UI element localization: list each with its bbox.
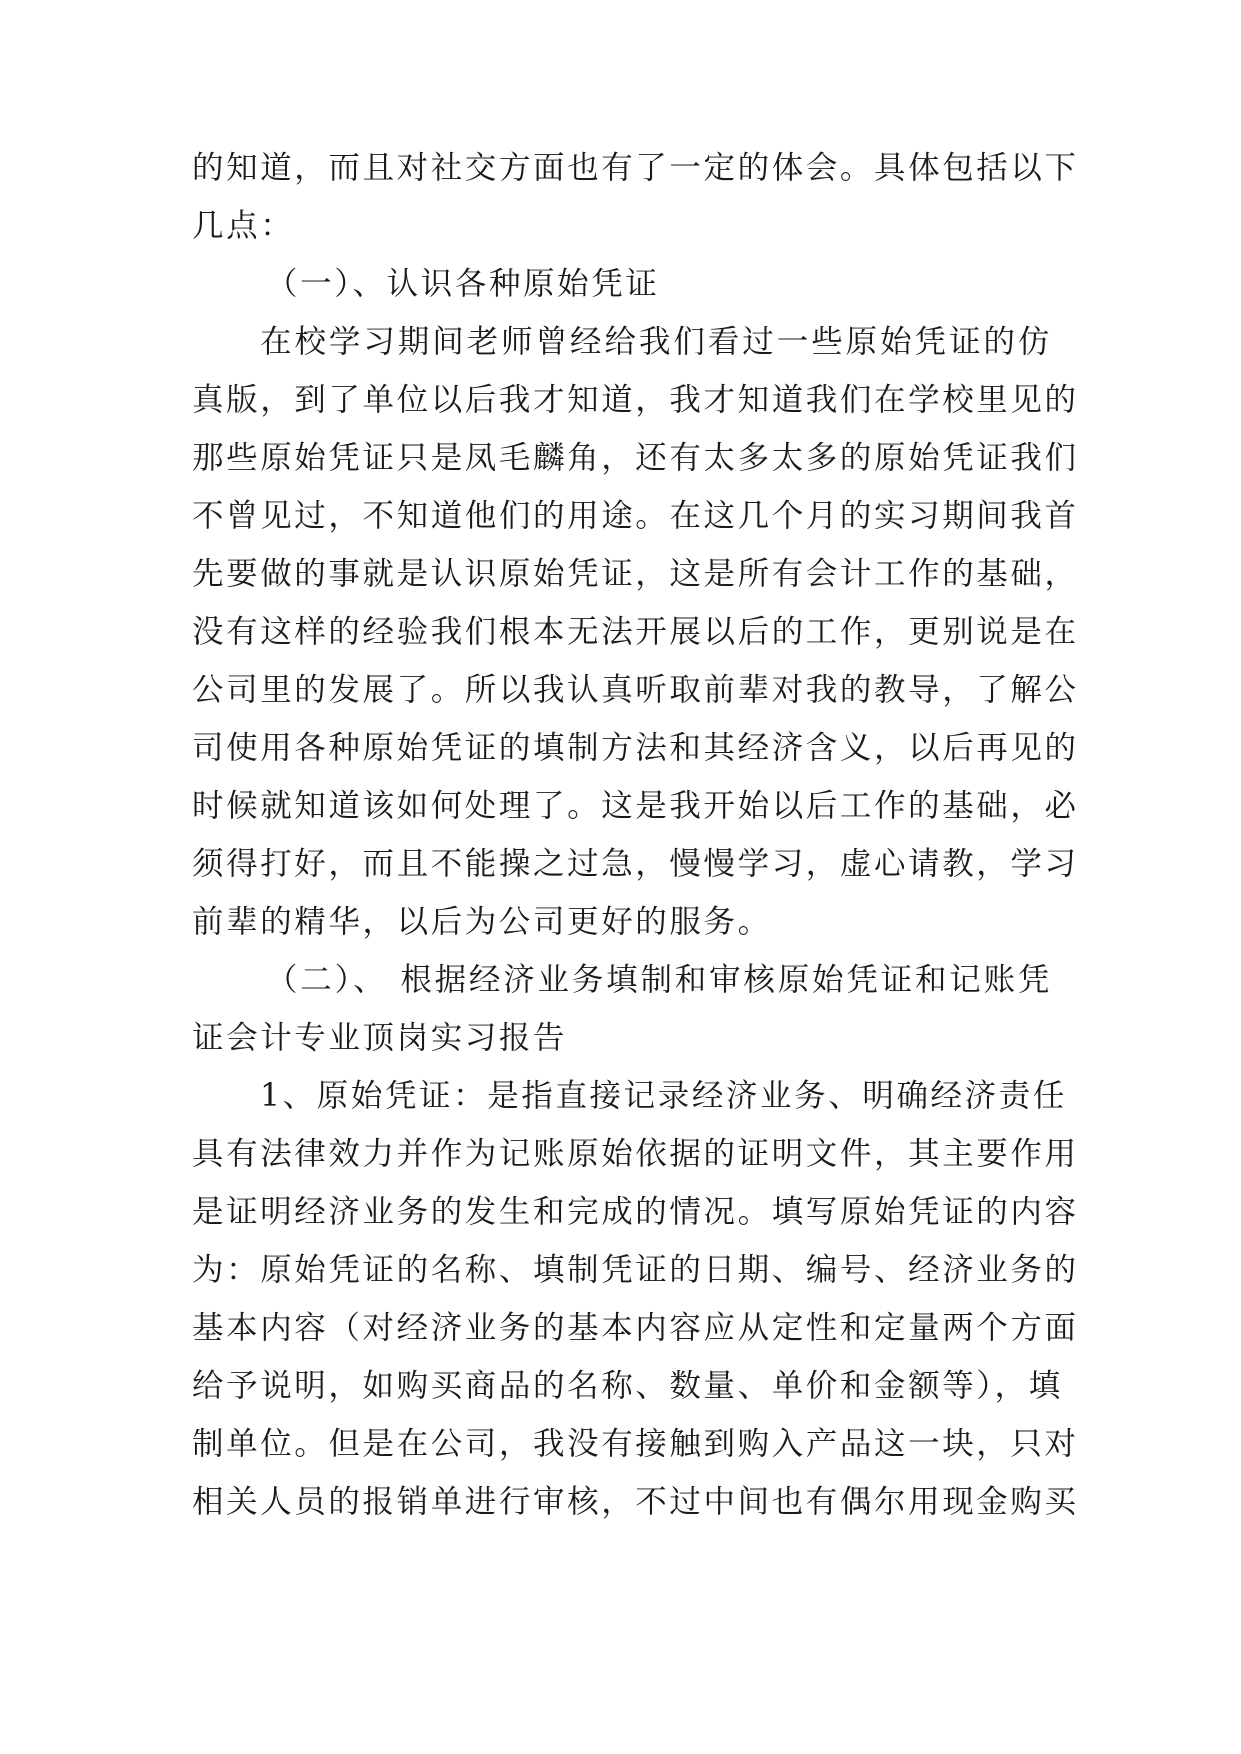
paragraph-line: 的知道，而且对社交方面也有了一定的体会。具体包括以下 xyxy=(192,150,1079,186)
paragraph-line: 是证明经济业务的发生和完成的情况。填写原始凭证的内容 xyxy=(192,1194,1079,1230)
section-heading-continued: 证会计专业顶岗实习报告 xyxy=(192,1020,568,1056)
paragraph-line: 须得打好，而且不能操之过急，慢慢学习，虚心请教，学习 xyxy=(192,846,1079,882)
paragraph-line: 相关人员的报销单进行审核，不过中间也有偶尔用现金购买 xyxy=(192,1484,1079,1520)
paragraph-line: 为：原始凭证的名称、填制凭证的日期、编号、经济业务的 xyxy=(192,1252,1079,1288)
paragraph-line: 不曾见过，不知道他们的用途。在这几个月的实习期间我首 xyxy=(192,498,1079,534)
paragraph-line: 给予说明，如购买商品的名称、数量、单价和金额等），填 xyxy=(192,1368,1063,1404)
paragraph-line: 1、原始凭证：是指直接记录经济业务、明确经济责任 xyxy=(260,1078,1067,1114)
paragraph-line: 基本内容（对经济业务的基本内容应从定性和定量两个方面 xyxy=(192,1310,1079,1346)
paragraph-line: 司使用各种原始凭证的填制方法和其经济含义，以后再见的 xyxy=(192,730,1079,766)
paragraph-line: 先要做的事就是认识原始凭证，这是所有会计工作的基础， xyxy=(192,556,1079,592)
paragraph-line: 在校学习期间老师曾经给我们看过一些原始凭证的仿 xyxy=(260,324,1052,360)
paragraph-line: 前辈的精华，以后为公司更好的服务。 xyxy=(192,904,772,940)
paragraph-line: 真版，到了单位以后我才知道，我才知道我们在学校里见的 xyxy=(192,382,1079,418)
paragraph-line: 时候就知道该如何处理了。这是我开始以后工作的基础，必 xyxy=(192,788,1079,824)
paragraph-line: 具有法律效力并作为记账原始依据的证明文件，其主要作用 xyxy=(192,1136,1079,1172)
paragraph-line: 那些原始凭证只是凤毛麟角，还有太多太多的原始凭证我们 xyxy=(192,440,1079,476)
paragraph-line: 公司里的发展了。所以我认真听取前辈对我的教导，了解公 xyxy=(192,672,1079,708)
paragraph-line: 没有这样的经验我们根本无法开展以后的工作，更别说是在 xyxy=(192,614,1079,650)
section-heading: （一）、认识各种原始凭证 xyxy=(266,266,660,302)
paragraph-line: 几点： xyxy=(192,208,295,244)
section-heading: （二）、 根据经济业务填制和审核原始凭证和记账凭 xyxy=(266,962,1052,998)
paragraph-line: 制单位。但是在公司，我没有接触到购入产品这一块，只对 xyxy=(192,1426,1079,1462)
